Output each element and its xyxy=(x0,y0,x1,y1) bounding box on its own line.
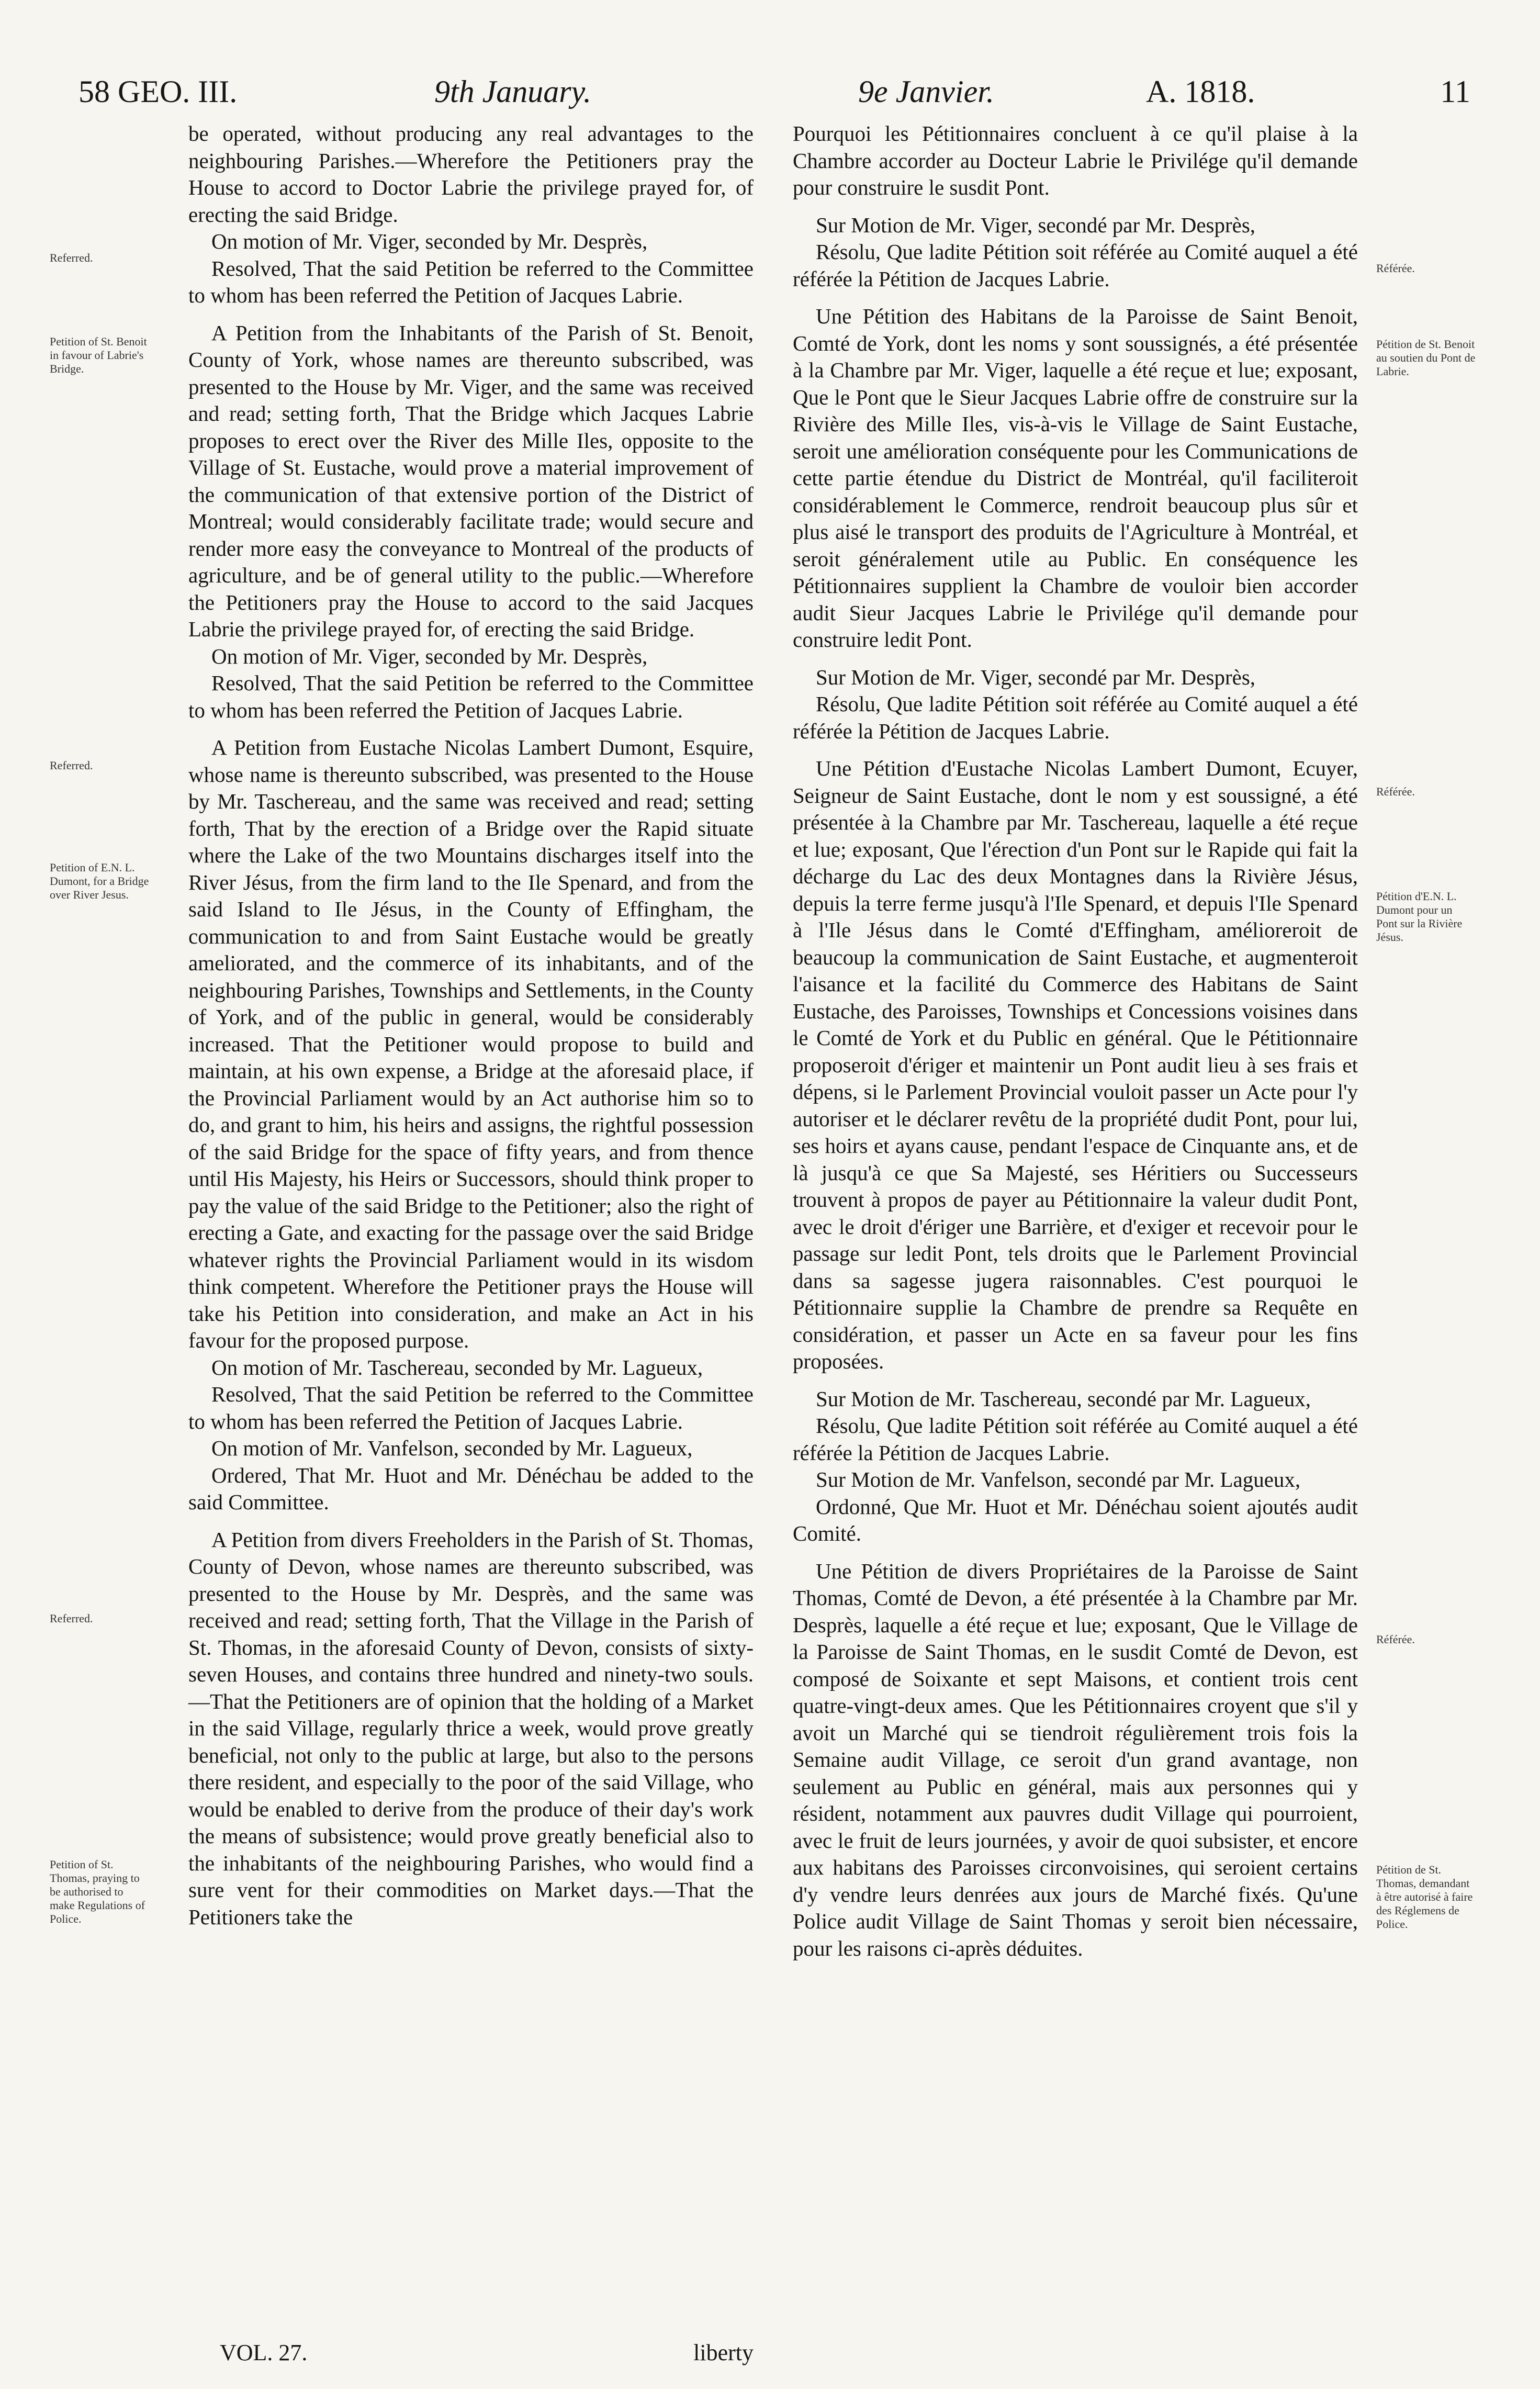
motion-line: On motion of Mr. Taschereau, seconded by Mr. Lagueux, xyxy=(211,1355,703,1379)
paragraph: Pourquoi les Pétitionnaires concluent à ce qu'il plaise à la Chambre accorder au Docteur Labrie le Privilége qu'il demande pour construire le susdit Pont. xyxy=(793,121,1358,199)
page-number: 11 xyxy=(1440,74,1470,109)
french-column xyxy=(793,120,1358,1962)
margin-note: Referred. xyxy=(50,759,93,772)
resolution: Resolved, That the said Petition be referred to the Committee to whom has been referred the Petition of Jacques Labrie. xyxy=(188,671,754,722)
resolution: Résolu, Que ladite Pétition soit référée au Comité auquel a été référée la Pétition de Jacques Labrie. xyxy=(793,240,1358,291)
margin-note: Pétition d'E.N. L. Dumont pour un Pont sur la Rivière Jésus. xyxy=(1376,890,1463,944)
petition-paragraph: Une Pétition d'Eustache Nicolas Lambert Dumont, Ecuyer, Seigneur de Saint Eustache, dont le nom y est soussigné, a été présentée à la Chambre par Mr. Taschereau, laquelle a été reçue et lue; exposant, Que l'érection d'un Pont sur le Rapide qui fait la décharge du Lac des deux Montagnes dans la Rivière Jésus, depuis la terre ferme jusqu'à l'Ile Spenard, et depuis l'Ile Spenard à l'Ile Jésus dans le Comté d'Effingham, amélioreroit de beaucoup la communication de Saint Eustache, et augmenteroit l'aisance et la facilité du Commerce des Habitans de Saint Eustache, des Paroisses, Townships et Concessions voisines dans le Comté de York et du Public en général. Que le Pétitionnaire proposeroit d'ériger et maintenir un Pont audit lieu à ses frais et dépens, si le Parlement Provincial vouloit passer un Acte pour l'y autoriser et le déclarer revêtu de la propriété dudit Pont, pour lui, ses hoirs et ayans cause, pendant l'espace de Cinquante ans, et de là jusqu'à ce que Sa Majesté, ses Héritiers ou Successeurs trouvent à propos de payer au Pétitionnaire la valeur dudit Pont, avec le droit d'ériger une Barrière, et d'exiger et recevoir pour le passage sur ledit Pont, tels droits que le Parlement Provincial dans sa sagesse jugera raisonnables. C'est pourquoi le Pétitionnaire supplie la Chambre de prendre sa Requête en considération, et passer un Acte en sa faveur pour les fins proposées. xyxy=(793,756,1358,1373)
resolution: Résolu, Que ladite Pétition soit référée au Comité auquel a été référée la Pétition de Jacques Labrie. xyxy=(793,1414,1358,1465)
resolution: Résolu, Que ladite Pétition soit référée au Comité auquel a été référée la Pétition de Jacques Labrie. xyxy=(793,692,1358,743)
order: Ordonné, Que Mr. Huot et Mr. Dénéchau soient ajoutés audit Comité. xyxy=(793,1494,1358,1545)
margin-note: Référée. xyxy=(1376,785,1415,798)
order: Ordered, That Mr. Huot and Mr. Dénéchau be added to the said Committee. xyxy=(188,1463,754,1514)
petition-paragraph: Une Pétition des Habitans de la Paroisse de Saint Benoit, Comté de York, dont les noms y sont soussignés, a été présentée à la Chambre par Mr. Viger, laquelle a été reçue et lue; exposant, Que le Pont que le Sieur Jacques Labrie offre de construire sur la Rivière des Mille Iles, vis-à-vis le Village de Saint Eustache, seroit une amélioration conséquente pour les Communications de cette partie étendue du District de Montréal, qu'il faciliteroit considérablement le Commerce, rendroit beaucoup plus sûr et plus aisé le transport des produits de l'Agriculture à Montréal, et seroit généralement utile au Public. En conséquence les Pétitionnaires supplient la Chambre de vouloir bien accorder audit Sieur Jacques Labrie le Privilége qu'il demande pour construire ledit Pont. xyxy=(793,304,1358,652)
motion-line: On motion of Mr. Vanfelson, seconded by Mr. Lagueux, xyxy=(211,1436,693,1460)
margin-note: Petition of E.N. L. Dumont, for a Bridge over River Jesus. xyxy=(50,861,149,901)
margin-note: Petition of St. Benoit in favour of Labrie's Bridge. xyxy=(50,335,147,375)
petition-paragraph: A Petition from divers Freeholders in the Parish of St. Thomas, County of Devon, whose names are thereunto subscribed, was presented to the House by Mr. Desprès, and the same was received and read; setting forth, That the Village in the Parish of St. Thomas, in the aforesaid County of Devon, consists of sixty-seven Houses, and contains three hundred and ninety-two souls.—That the Petitioners are of opinion that the holding of a Market in the said Village, regularly thrice a week, would prove greatly beneficial, not only to the public at large, but also to the persons there resident, and especially to the poor of the said Village, who would be enabled to derive from the produce of their day's work the means of subsistence; would prove greatly beneficial also to the inhabitants of the neighbouring Parishes, who would find a sure vent for their commodities on Market days.—That the Petitioners take the xyxy=(188,1527,754,1929)
motion-line: Sur Motion de Mr. Viger, secondé par Mr. Desprès, xyxy=(816,665,1256,689)
margin-note: Referred. xyxy=(50,251,93,264)
motion-line: On motion of Mr. Viger, seconded by Mr. Desprès, xyxy=(211,229,648,253)
year-label: A. 1818. xyxy=(1146,74,1255,109)
margin-note: Referred. xyxy=(50,1612,93,1625)
motion-line: Sur Motion de Mr. Taschereau, secondé par Mr. Lagueux, xyxy=(816,1386,1311,1411)
date-english: 9th January. xyxy=(434,74,591,109)
petition-paragraph: A Petition from the Inhabitants of the Parish of St. Benoit, County of York, whose names are thereunto subscribed, was presented to the House by Mr. Viger, and the same was received and read; setting forth, That the Bridge which Jacques Labrie proposes to erect over the River des Mille Iles, opposite to the Village of St. Eustache, would prove a material improvement of the communication of that extensive portion of the District of Montreal; would considerably facilitate trade; would secure and render more easy the conveyance to Montreal of the products of agriculture, and be of general utility to the public.—Wherefore the Petitioners pray the House to accord to the said Jacques Labrie the privilege prayed for, of erecting the said Bridge. xyxy=(188,320,754,641)
margin-note: Référée. xyxy=(1376,262,1415,275)
motion-line: On motion of Mr. Viger, seconded by Mr. Desprès, xyxy=(211,644,648,668)
reign-label: 58 GEO. III. xyxy=(78,74,238,109)
volume-label: VOL. 27. xyxy=(220,2340,308,2365)
resolution: Resolved, That the said Petition be referred to the Committee to whom has been referred the Petition of Jacques Labrie. xyxy=(188,256,754,307)
page-footer xyxy=(188,2339,754,2371)
margin-note: Pétition de St. Benoit au soutien du Pont de Labrie. xyxy=(1376,338,1476,378)
petition-paragraph: A Petition from Eustache Nicolas Lambert Dumont, Esquire, whose name is thereunto subscribed, was presented to the House by Mr. Taschereau, and the same was received and read; setting forth, That by the erection of a Bridge over the Rapid situate where the Lake of the two Mountains discharges itself into the River Jésus, from the firm land to the Ile Spenard, and from the said Island to Ile Jésus, in the County of Effingham, the communication to and from Saint Eustache would be greatly ameliorated, and the commerce of its inhabitants, and of the neighbouring Parishes, Townships and Settlements, in the County of York, and of the public in general, would be considerably increased. That the Petitioner would propose to build and maintain, at his own expense, a Bridge at the aforesaid place, if the Provincial Parliament would by an Act authorise him so to do, and grant to him, his heirs and assigns, the rightful possession of the said Bridge for the space of fifty years, and from thence until His Majesty, his Heirs or Successors, should think proper to pay the value of the said Bridge to the Petitioner; also the right of erecting a Gate, and exacting for the passage over the said Bridge whatever rights the Provincial Parliament would in its wisdom think competent. Wherefore the Petitioner prays the House will take his Petition into consideration, and make an Act in his favour for the proposed purpose. xyxy=(188,735,754,1352)
motion-line: Sur Motion de Mr. Vanfelson, secondé par Mr. Lagueux, xyxy=(816,1467,1301,1491)
margin-note: Petition of St. Thomas, praying to be authorised to make Regulations of Police. xyxy=(50,1858,145,1925)
resolution: Resolved, That the said Petition be referred to the Committee to whom has been referred the Petition of Jacques Labrie. xyxy=(188,1382,754,1433)
english-column xyxy=(188,120,754,1931)
running-header xyxy=(78,63,1470,120)
paragraph: be operated, without producing any real advantages to the neighbouring Parishes.—Wherefore the Petitioners pray the House to accord to Doctor Labrie the privilege prayed for, of erecting the said Bridge. xyxy=(188,121,754,227)
margin-note: Référée. xyxy=(1376,1633,1415,1646)
petition-paragraph: Une Pétition de divers Propriétaires de la Paroisse de Saint Thomas, Comté de Devon, a été présentée à la Chambre par Mr. Desprès, laquelle a été reçue et lue; exposant, Que le Village de la Paroisse de Saint Thomas, en le susdit Comté de Devon, est composé de Soixante et sept Maisons, et contient trois cent quatre-vingt-deux ames. Que les Pétitionnaires croyent que s'il y avoit un Marché qui se tiendroit régulièrement trois fois la Semaine audit Village, ce seroit d'un grand avantage, non seulement au Public en général, mais aux personnes qui y résident, notamment aux pauvres dudit Village qui pourroient, avec le fruit de leurs journées, y avoir de quoi subsister, et encore aux habitans des Paroisses circonvoisines, qui seroient certains d'y vendre leurs denrées aux jours de Marché fixés. Qu'une Police audit Village de Saint Thomas y seroit bien nécessaire, pour les raisons ci-après déduites. xyxy=(793,1558,1358,1960)
margin-note: Pétition de St. Thomas, demandant à être autorisé à faire des Réglemens de Police. xyxy=(1376,1863,1473,1931)
date-french: 9e Janvier. xyxy=(858,74,994,109)
catchword: liberty xyxy=(693,2340,754,2365)
motion-line: Sur Motion de Mr. Viger, secondé par Mr. Desprès, xyxy=(816,212,1256,237)
